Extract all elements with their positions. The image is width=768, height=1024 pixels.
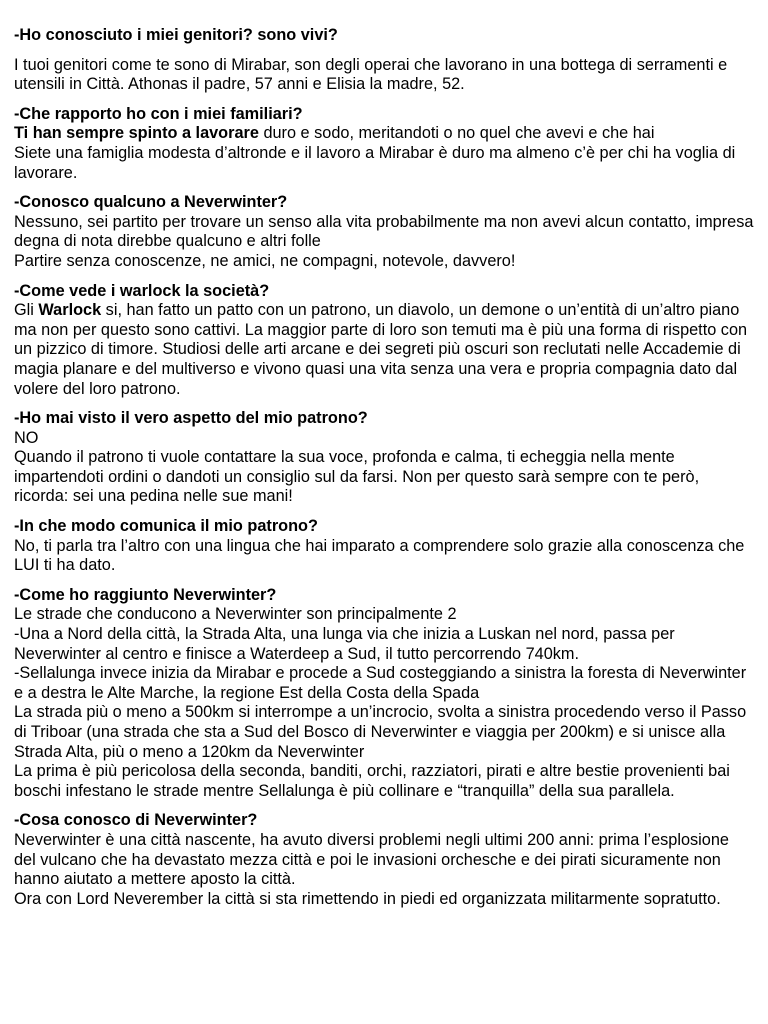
- question-heading: -Come vede i warlock la società?: [14, 281, 270, 300]
- answer-paragraph: -Sellalunga invece inizia da Mirabar e procede a Sud costeggiando a sinistra la foresta di Neverwinter e a destra le Alte Marche, la regione Est della Costa della Spada: [14, 664, 747, 702]
- question-heading: -Ho mai visto il vero aspetto del mio patrono?: [14, 409, 368, 428]
- answer-paragraph: Neverwinter è una città nascente, ha avuto diversi problemi negli ultimi 200 anni: prima l’esplosione del vulcano che ha devastato mezza città e poi le invasioni orchesche e dei pirati sicuramente non hanno aiutato a mettere aposto la città.: [14, 830, 729, 889]
- section-parents: [14, 26, 754, 95]
- answer-paragraph: La prima è più pericolosa della seconda, banditi, orchi, razziatori, pirati e altre bestie provenienti bai boschi infestano le strade mentre Sellalunga è più collinare e “tranquilla” della sua parallela.: [14, 762, 730, 800]
- question-heading: -Ho conosciuto i miei genitori? sono vivi?: [14, 26, 338, 44]
- section-contacts: [14, 193, 754, 271]
- answer-paragraph: Partire senza conoscenze, ne amici, ne compagni, notevole, davvero!: [14, 251, 516, 270]
- answer-paragraph: [14, 301, 754, 399]
- answer-paragraph: NO: [14, 428, 39, 447]
- document-page: [14, 26, 754, 919]
- question-heading: -Cosa conosco di Neverwinter?: [14, 811, 258, 830]
- answer-paragraph: Siete una famiglia modesta d’altronde e il lavoro a Mirabar è duro ma almeno c’è per chi ha voglia di lavorare.: [14, 143, 736, 182]
- section-family: [14, 105, 754, 183]
- answer-paragraph: [14, 124, 754, 144]
- section-neverwinter: [14, 811, 754, 909]
- question-heading: -Conosco qualcuno a Neverwinter?: [14, 193, 288, 212]
- question-heading: -Che rapporto ho con i miei familiari?: [14, 104, 303, 123]
- bold-phrase: Ti han sempre spinto a lavorare: [14, 124, 259, 143]
- answer-text: duro e sodo, meritandoti o no quel che avevi e che hai: [258, 124, 655, 143]
- answer-paragraph: -Una a Nord della città, la Strada Alta, una lunga via che inizia a Luskan nel nord, passa per Neverwinter al centro e finisce a Waterdeep a Sud, il tutto percorrendo 740km.: [14, 625, 675, 663]
- section-warlock: [14, 282, 754, 400]
- section-patron-communication: [14, 517, 754, 576]
- question-heading: -Come ho raggiunto Neverwinter?: [14, 585, 277, 604]
- section-patron-appearance: [14, 409, 754, 507]
- question-heading: -In che modo comunica il mio patrono?: [14, 517, 318, 536]
- answer-paragraph: La strada più o meno a 500km si interrompe a un’incrocio, svolta a sinistra procedendo verso il Passo di Triboar (una strada che sta a Sud del Bosco di Neverwinter e viaggia per 200km) e si unisce alla Strada Alta, più o meno a 120km da Neverwinter: [14, 703, 747, 761]
- answer-paragraph: Nessuno, sei partito per trovare un senso alla vita probabilmente ma non avevi alcun contatto, impresa degna di nota direbbe qualcuno e altri folle: [14, 212, 754, 251]
- answer-paragraph: I tuoi genitori come te sono di Mirabar, son degli operai che lavorano in una bottega di serramenti e utensili in Città. Athonas il padre, 57 anni e Elisia la madre, 52.: [14, 55, 728, 94]
- answer-paragraph: No, ti parla tra l’altro con una lingua che hai imparato a comprendere solo grazie alla conoscenza che LUI ti ha dato.: [14, 536, 745, 575]
- bold-phrase: Warlock: [38, 301, 102, 320]
- answer-text: Gli: [14, 301, 39, 320]
- answer-paragraph: Ora con Lord Neverember la città si sta rimettendo in piedi ed organizzata militarmente sopratutto.: [14, 889, 721, 908]
- answer-paragraph: Quando il patrono ti vuole contattare la sua voce, profonda e calma, ti echeggia nella mente impartendoti ordini o dandoti un consiglio sul da farsi. Non per questo sarà sempre con te però, ricorda: sei una pedina nelle sue mani!: [14, 448, 700, 506]
- section-route: [14, 586, 754, 802]
- answer-text: si, han fatto un patto con un patrono, un diavolo, un demone o un’entità di un’altro piano ma non per questo sono cattivi. La maggior parte di loro son temuti ma è più una forma di rispetto con un pizzico di timore. Studiosi delle arti arcane e dei segreti più oscuri son reclutati nelle Accademie di magia planare e del multiverso e vivono quasi una vita senza una vera e propria compagnia dato dal volere del loro patrono.: [14, 301, 748, 398]
- answer-paragraph: Le strade che conducono a Neverwinter son principalmente 2: [14, 605, 457, 624]
